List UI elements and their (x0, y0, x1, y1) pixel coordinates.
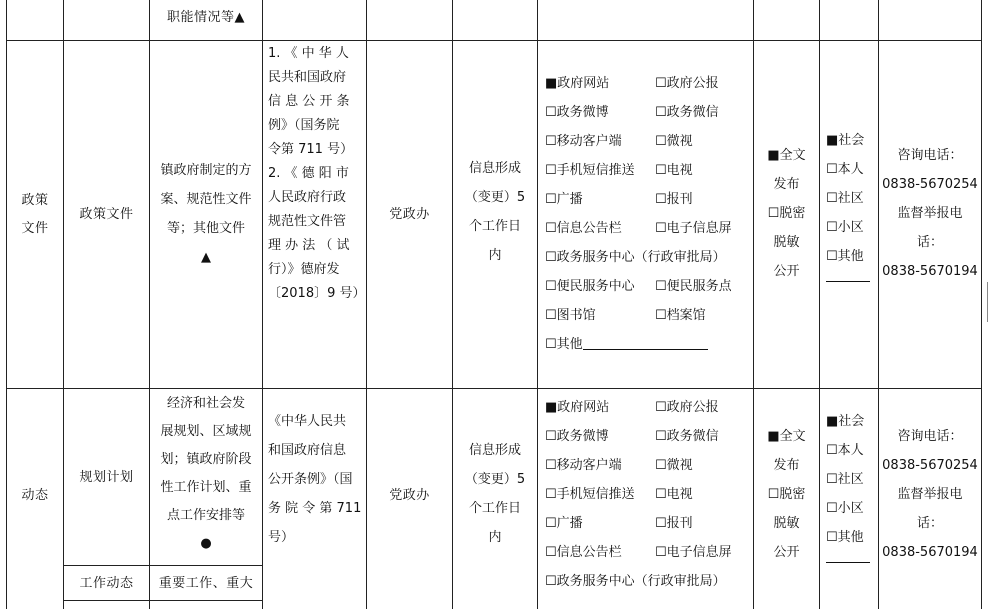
basis-line: 务 院 令 第 711 (268, 501, 362, 516)
channel-option[interactable]: ☐政府公报 (655, 400, 719, 415)
basis-line: 和国政府信息 (268, 443, 347, 458)
publish-mode (754, 141, 819, 286)
basis-line: 《中华人民共 (268, 414, 347, 429)
mode-line: 公开 (773, 545, 800, 560)
target-audience (826, 126, 874, 282)
responsible-dept: 党政办 (389, 487, 430, 503)
time-line: （变更）5 (464, 190, 526, 205)
contact-info (879, 422, 981, 567)
channel-option[interactable]: ☐图书馆 (545, 308, 596, 323)
time-limit (453, 154, 537, 270)
channel-list (545, 393, 750, 603)
mode-line: 脱敏 (773, 235, 800, 250)
channel-option[interactable]: ☐电视 (655, 487, 693, 502)
contact-info (879, 141, 981, 286)
channel-option[interactable]: ☐广播 (545, 192, 583, 207)
planning-basis (268, 407, 362, 552)
mode-line[interactable]: ☐脱密 (767, 206, 806, 221)
contact-line: 0838-5670254 (882, 177, 978, 192)
mode-line[interactable]: ■全文 (767, 429, 806, 444)
work-dynamics-content: 重要工作、重大 (158, 575, 254, 591)
target-blank-line[interactable] (826, 552, 870, 563)
channel-option[interactable]: ☐便民服务中心 (545, 279, 635, 294)
channel-option[interactable]: ☐电视 (655, 163, 693, 178)
time-line: 内 (488, 530, 502, 545)
basis-line: 理 办 法 （ 试 (268, 238, 350, 253)
subcategory-work-dynamics: 工作动态 (79, 575, 134, 591)
time-line: 信息形成 (468, 443, 521, 458)
mode-line: 发布 (773, 458, 800, 473)
channel-option[interactable]: ☐报刊 (655, 192, 693, 207)
target-audience (826, 407, 874, 563)
target-option[interactable]: ☐其他 (826, 249, 864, 264)
time-line: 个工作日 (468, 219, 521, 234)
basis-line: 令第 711 号） (268, 142, 354, 157)
target-option[interactable]: ☐社区 (826, 472, 864, 487)
channel-option[interactable]: ☐报刊 (655, 516, 693, 531)
target-option[interactable]: ☐小区 (826, 220, 864, 235)
target-option[interactable]: ☐小区 (826, 501, 864, 516)
channel-option[interactable]: ☐政务微博 (545, 105, 609, 120)
contact-line: 话： (916, 235, 943, 250)
contact-line: 监督举报电 (897, 487, 963, 502)
channel-option[interactable]: ☐手机短信推送 (545, 163, 635, 178)
content-line: 划；镇政府阶段 (160, 452, 252, 467)
content-line: 展规划、区域规 (160, 424, 252, 439)
target-option[interactable]: ☐本人 (826, 162, 864, 177)
channel-option[interactable]: ☐移动客户端 (545, 458, 622, 473)
policy-content-text: 镇政府制定的方案、规范性文件等；其他文件 (160, 163, 252, 236)
time-line: 信息形成 (468, 161, 521, 176)
channel-option[interactable]: ☐政务服务中心（行政审批局） (545, 250, 726, 265)
basis-line: 行）》德府发 (268, 262, 340, 277)
contact-line: 咨询电话： (897, 148, 963, 163)
channel-option[interactable]: ☐政务服务中心（行政审批局） (545, 574, 726, 589)
basis-line: 公开条例》（国 (268, 472, 353, 487)
channel-option[interactable]: ☐移动客户端 (545, 134, 622, 149)
contact-line: 0838-5670254 (882, 458, 978, 473)
time-line: （变更）5 (464, 472, 526, 487)
basis-line: 2. 《 德 阳 市 (268, 166, 349, 181)
target-option[interactable]: ☐其他 (826, 530, 864, 545)
channel-option[interactable]: ☐档案馆 (655, 308, 706, 323)
mode-line: 发布 (773, 177, 800, 192)
content-line: 点工作安排等 (166, 508, 245, 523)
contact-line: 监督举报电 (897, 206, 963, 221)
other-blank-line[interactable] (583, 335, 708, 350)
time-line: 内 (488, 248, 502, 263)
target-option[interactable]: ■社会 (826, 133, 865, 148)
channel-option[interactable]: ☐微视 (655, 134, 693, 149)
mode-line[interactable]: ■全文 (767, 148, 806, 163)
time-limit (453, 436, 537, 552)
basis-line: 〔2018〕9 号） (268, 286, 366, 301)
duties-text: 职能情况等▲ (167, 9, 245, 25)
channel-option[interactable]: ☐信息公告栏 (545, 221, 622, 236)
channel-option[interactable]: ☐手机短信推送 (545, 487, 635, 502)
basis-line: 规范性文件管 (268, 214, 347, 229)
basis-line: 例》（国务院 (268, 118, 340, 133)
policy-basis (268, 42, 366, 306)
mode-line[interactable]: ☐脱密 (767, 487, 806, 502)
contact-line: 话： (916, 516, 943, 531)
target-option[interactable]: ■社会 (826, 414, 865, 429)
policy-content (154, 156, 258, 272)
content-mark: ● (200, 536, 212, 551)
subcategory-planning: 规划计划 (79, 469, 134, 485)
channel-option[interactable]: ☐政府公报 (655, 76, 719, 91)
channel-option[interactable]: ☐电子信息屏 (655, 545, 732, 560)
publish-mode (754, 422, 819, 567)
channel-list (545, 69, 750, 359)
policy-content-mark: ▲ (201, 250, 211, 265)
channel-option[interactable]: ☐政务微博 (545, 429, 609, 444)
basis-line: 信 息 公 开 条 (268, 94, 350, 109)
channel-option[interactable]: ☐政务微信 (655, 429, 719, 444)
channel-option[interactable]: ■政府网站 (545, 76, 610, 91)
subcategory-policy-docs: 政策文件 (79, 207, 134, 222)
contact-line: 0838-5670194 (882, 264, 978, 279)
category-dynamic: 动态 (21, 487, 49, 503)
content-line: 性工作计划、重 (160, 480, 252, 495)
mode-line: 脱敏 (773, 516, 800, 531)
channel-option-other[interactable]: ☐其他 (545, 337, 583, 352)
channel-option[interactable]: ☐微视 (655, 458, 693, 473)
basis-line: 号） (268, 530, 295, 545)
mode-line: 公开 (773, 264, 800, 279)
basis-line: 1. 《 中 华 人 (268, 46, 349, 61)
responsible-dept: 党政办 (389, 207, 430, 222)
channel-option[interactable]: ☐电子信息屏 (655, 221, 732, 236)
target-blank-line[interactable] (826, 271, 870, 282)
planning-content (150, 390, 262, 558)
time-line: 个工作日 (468, 501, 521, 516)
channel-option[interactable]: ☐政务微信 (655, 105, 719, 120)
contact-line: 0838-5670194 (882, 545, 978, 560)
category-policy: 政策 文件 (21, 192, 49, 236)
target-option[interactable]: ☐社区 (826, 191, 864, 206)
content-line: 经济和社会发 (166, 396, 245, 411)
target-option[interactable]: ☐本人 (826, 443, 864, 458)
channel-option[interactable]: ☐信息公告栏 (545, 545, 622, 560)
basis-line: 人民政府行政 (268, 190, 347, 205)
channel-option[interactable]: ■政府网站 (545, 400, 610, 415)
channel-option[interactable]: ☐广播 (545, 516, 583, 531)
basis-line: 民共和国政府 (268, 70, 347, 85)
contact-line: 咨询电话： (897, 429, 963, 444)
channel-option[interactable]: ☐便民服务点 (655, 279, 732, 294)
